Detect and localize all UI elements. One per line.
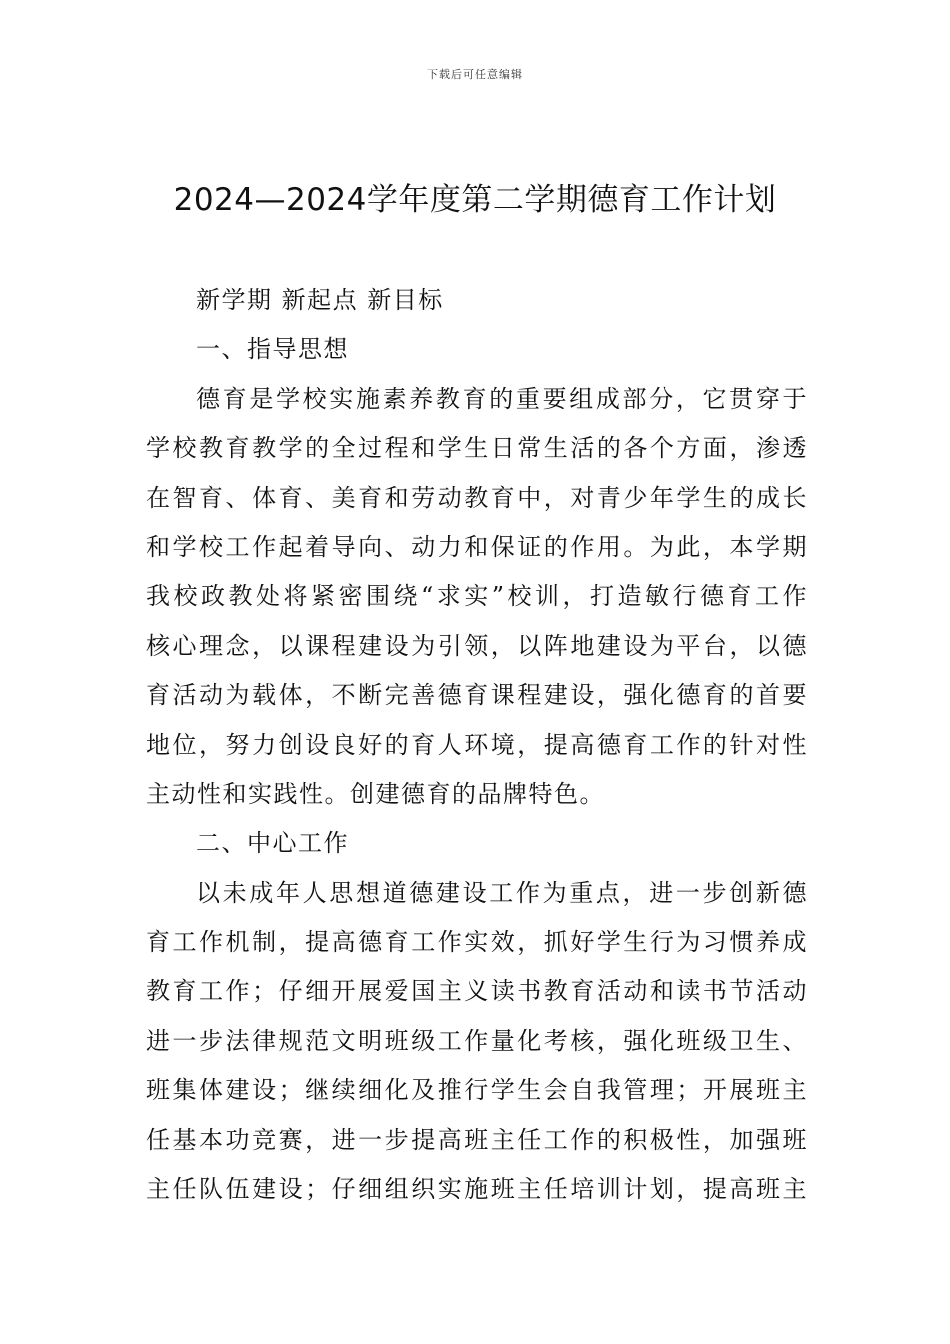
body-line: 主任队伍建设；仔细组织实施班主任培训计划，提高班主	[146, 1175, 808, 1204]
body-line: 地位，努力创设良好的育人环境，提高德育工作的针对性	[146, 730, 808, 759]
body-line: 和学校工作起着导向、动力和保证的作用。为此，本学期	[146, 532, 808, 561]
document-body	[146, 276, 808, 1214]
body-line: 以未成年人思想道德建设工作为重点，进一步创新德	[196, 878, 808, 907]
body-line: 二、中心工作	[196, 829, 349, 858]
body-line: 学校教育教学的全过程和学生日常生活的各个方面，渗透	[146, 434, 808, 463]
body-line: 育工作机制，提高德育工作实效，抓好学生行为习惯养成	[146, 928, 808, 957]
body-line: 在智育、体育、美育和劳动教育中，对青少年学生的成长	[146, 483, 808, 512]
body-line: 教育工作；仔细开展爱国主义读书教育活动和读书节活动	[146, 977, 808, 1006]
body-line: 进一步法律规范文明班级工作量化考核，强化班级卫生、	[146, 1026, 808, 1055]
document-title: 2024—2024学年度第二学期德育工作计划	[173, 182, 777, 218]
body-line: 任基本功竞赛，进一步提高班主任工作的积极性，加强班	[146, 1125, 808, 1154]
body-line: 班集体建设；继续细化及推行学生会自我管理；开展班主	[146, 1076, 808, 1105]
body-line: 主动性和实践性。创建德育的品牌特色。	[146, 779, 605, 808]
body-line: 德育是学校实施素养教育的重要组成部分，它贯穿于	[196, 384, 808, 413]
header-note: 下载后可任意编辑	[427, 68, 523, 81]
body-line: 我校政教处将紧密围绕“求实”校训，打造敏行德育工作	[146, 582, 808, 611]
body-line: 新学期 新起点 新目标	[196, 286, 444, 314]
body-line: 一、指导思想	[196, 335, 349, 364]
body-line: 核心理念，以课程建设为引领，以阵地建设为平台，以德	[146, 631, 808, 660]
body-line: 育活动为载体，不断完善德育课程建设，强化德育的首要	[146, 681, 808, 710]
